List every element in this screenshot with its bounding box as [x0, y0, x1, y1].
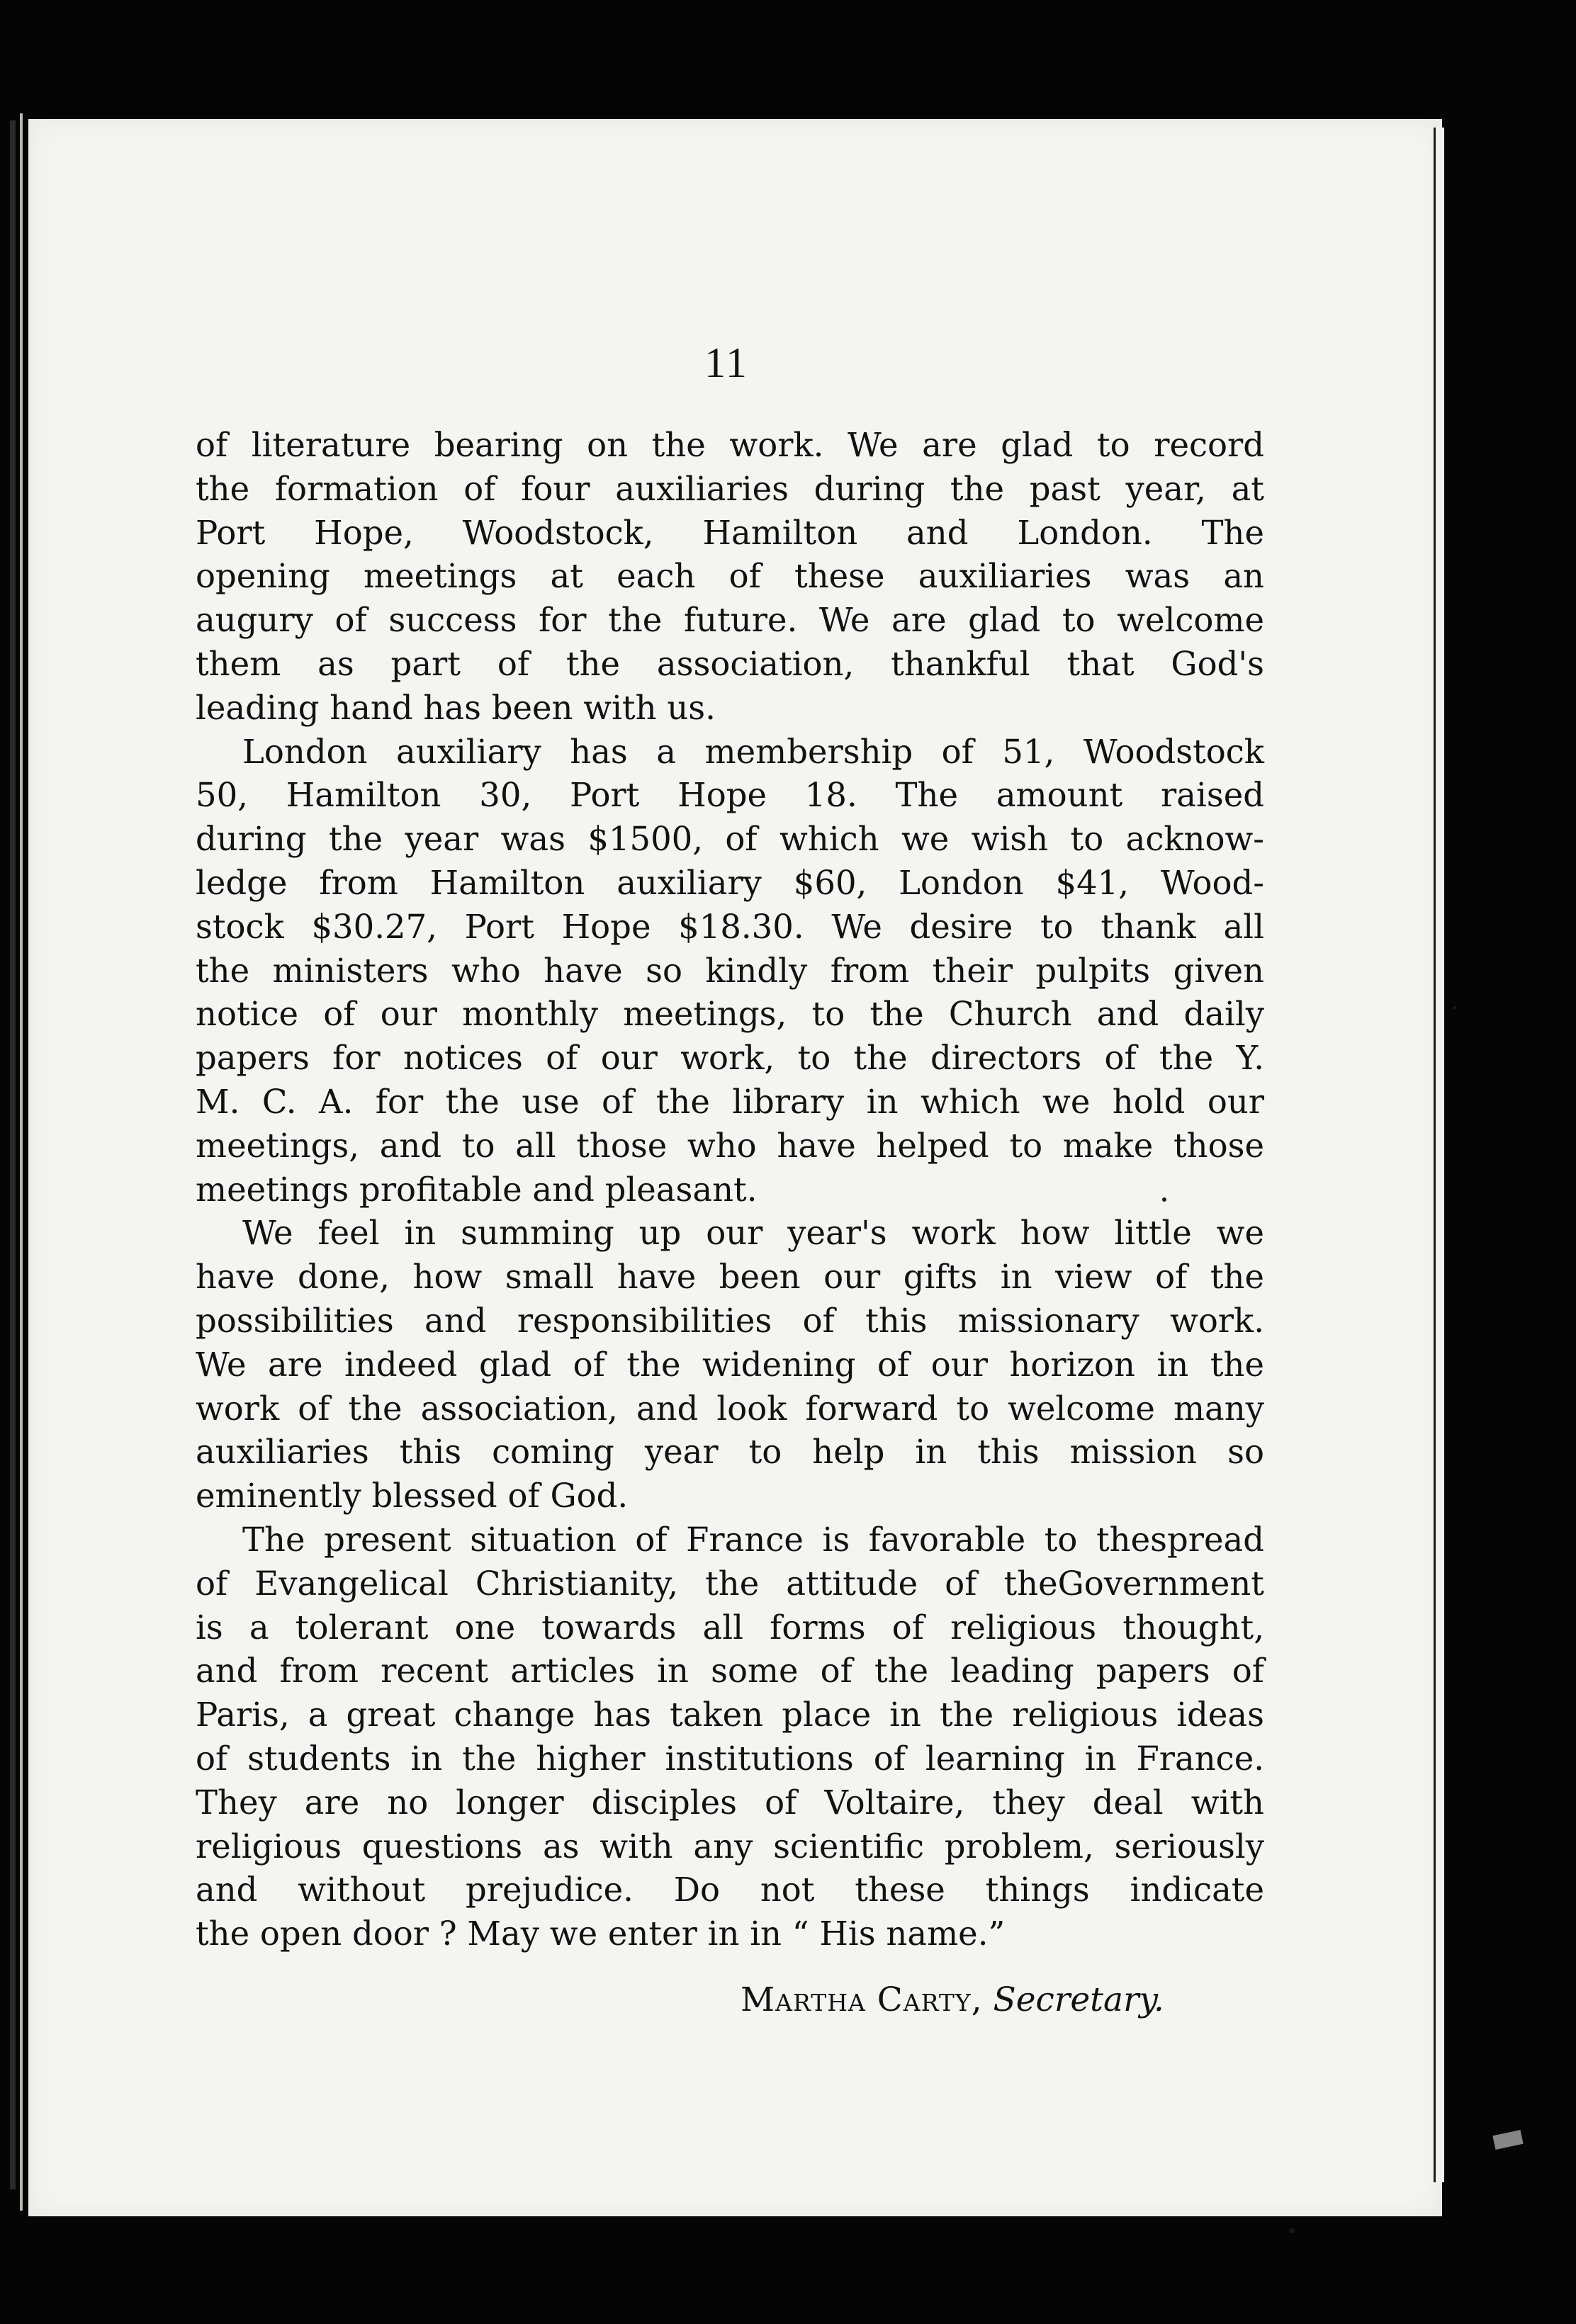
text-line: during the year was $1500, of which we wish to acknow- [196, 820, 1264, 859]
text-line: notice of our monthly meetings, to the Church and daily [196, 995, 1264, 1034]
text-line: leading hand has been with us. [196, 688, 716, 727]
signature-name: Martha Carty, [741, 1980, 983, 2019]
signature-title: Secretary. [993, 1980, 1164, 2019]
text-line: them as part of the association, thankful that God's [196, 644, 1264, 683]
text-line: augury of success for the future. We are glad to welcome [196, 601, 1264, 640]
binding-spine [10, 120, 16, 2189]
scan-speck [1453, 1006, 1456, 1010]
text-line: papers for notices of our work, to the directors of the Y. [196, 1039, 1264, 1078]
text-line: possibilities and responsibilities of this missionary work. [196, 1301, 1264, 1340]
text-line: eminently blessed of God. [196, 1477, 629, 1516]
page-right-edge [1434, 128, 1444, 2182]
text-line: and from recent articles in some of the leading papers of [196, 1652, 1264, 1691]
text-line: We feel in summing up our year's work how little we [242, 1214, 1264, 1253]
text-line: London auxiliary has a membership of 51, Woodstock [242, 732, 1264, 771]
text-line: the formation of four auxiliaries during the past year, at [196, 469, 1264, 508]
text-line: the ministers who have so kindly from their pulpits given [196, 951, 1264, 990]
text-line: The present situation of France is favorable to thespread [242, 1520, 1264, 1559]
text-line: Paris, a great change has taken place in the religious ideas [196, 1696, 1264, 1734]
body-text [196, 424, 1264, 1956]
text-line: of Evangelical Christianity, the attitude of theGovernment [196, 1564, 1264, 1603]
text-line: and without prejudice. Do not these things indicate [196, 1871, 1264, 1910]
text-line: religious questions as with any scientific problem, seriously [196, 1827, 1264, 1866]
text-line: stock $30.27, Port Hope $18.30. We desire to thank all [196, 907, 1264, 946]
scan-speck [1290, 2228, 1295, 2233]
text-line: of students in the higher institutions of learning in France. [196, 1739, 1264, 1778]
text-line: ledge from Hamilton auxiliary $60, London $41, Wood- [196, 863, 1264, 902]
binding-edge [20, 113, 23, 2211]
text-line: have done, how small have been our gifts in view of the [196, 1258, 1264, 1297]
text-line: Port Hope, Woodstock, Hamilton and London. The [196, 513, 1264, 552]
scan-speck [1162, 1197, 1166, 1202]
text-line: work of the association, and look forward to welcome many [196, 1389, 1264, 1428]
text-line: meetings profitable and pleasant. [196, 1170, 758, 1209]
text-line: auxiliaries this coming year to help in this mission so [196, 1433, 1264, 1472]
text-line: is a tolerant one towards all forms of religious thought, [196, 1608, 1264, 1647]
text-line: M. C. A. for the use of the library in which we hold our [196, 1082, 1264, 1121]
text-line: 50, Hamilton 30, Port Hope 18. The amount raised [196, 776, 1264, 815]
text-line: of literature bearing on the work. We are glad to record [196, 426, 1264, 464]
text-line: We are indeed glad of the widening of our horizon in the [196, 1345, 1264, 1384]
text-line: meetings, and to all those who have helped to make those [196, 1126, 1264, 1165]
text-line: the open door ? May we enter in in “ His name.” [196, 1914, 1006, 1953]
signature [741, 1980, 1164, 2019]
text-line: opening meetings at each of these auxiliaries was an [196, 557, 1264, 596]
page-number: 11 [704, 339, 748, 386]
text-line: They are no longer disciples of Voltaire, they deal with [196, 1783, 1264, 1822]
